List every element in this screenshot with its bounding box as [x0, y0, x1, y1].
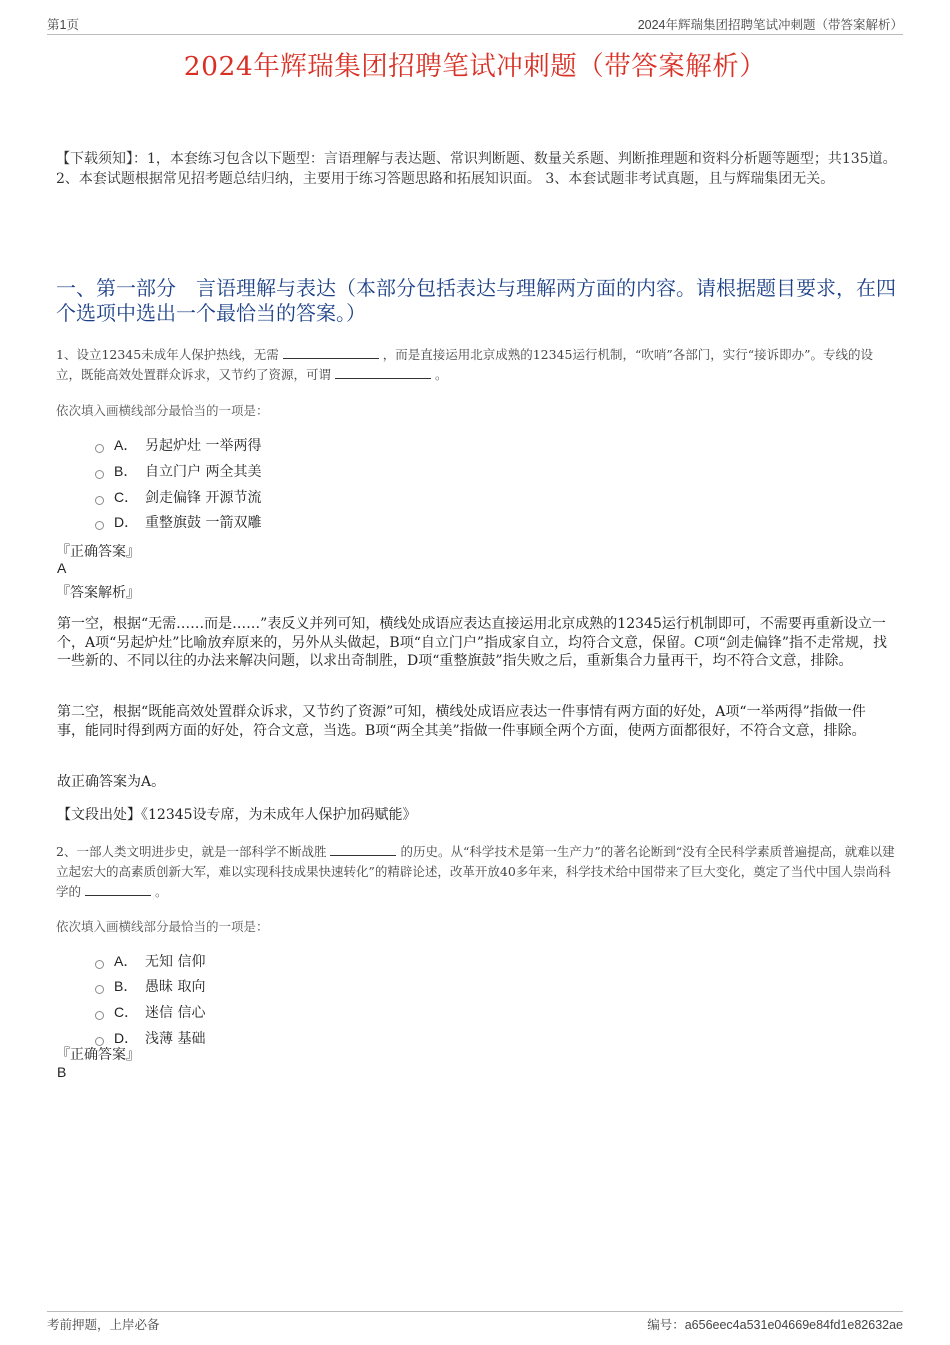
question-2-prompt: 依次填入画横线部分最恰当的一项是： [56, 919, 269, 934]
page-header [47, 14, 903, 35]
question-2-correct-label: 『正确答案』 [56, 1047, 140, 1063]
question-2-blank-1 [330, 843, 396, 856]
radio-icon[interactable] [95, 444, 104, 453]
radio-icon[interactable] [95, 960, 104, 969]
question-1-stem [56, 345, 896, 385]
question-1-answer: A [57, 560, 67, 576]
question-1-stem-part-c: 。 [434, 367, 448, 382]
question-1-conclusion: 故正确答案为A。 [57, 774, 166, 790]
header-doc-title: 2024年辉瑞集团招聘笔试冲刺题（带答案解析） [637, 18, 903, 32]
document-title: 2024年辉瑞集团招聘笔试冲刺题（带答案解析） [183, 51, 767, 82]
radio-icon[interactable] [95, 521, 104, 530]
question-1-option-b[interactable]: B． 自立门户 两全其美 [95, 461, 261, 481]
question-2-stem-part-a: 2、一部人类文明进步史，就是一部科学不断战胜 [56, 844, 327, 859]
question-1-stem-part-a: 1、设立12345未成年人保护热线，无需 [56, 347, 279, 362]
question-1-option-d[interactable]: D． 重整旗鼓 一箭双雕 [95, 512, 261, 532]
radio-icon[interactable] [95, 1011, 104, 1020]
question-1-prompt: 依次填入画横线部分最恰当的一项是： [56, 403, 269, 418]
question-2-option-c[interactable]: C． 迷信 信心 [95, 1002, 205, 1022]
question-2-option-d[interactable]: D． 浅薄 基础 [95, 1028, 205, 1048]
question-1-option-c[interactable]: C． 剑走偏锋 开源节流 [95, 487, 261, 507]
question-1-correct-label: 『正确答案』 [56, 544, 140, 560]
page-number: 第1页 [47, 18, 79, 32]
question-1-blank-1 [283, 346, 379, 359]
download-notice: 【下载须知】：1，本套练习包含以下题型：言语理解与表达题、常识判断题、数量关系题、判断推理题和资料分析题等题型；共135道。 2、本套试题根据常见招考题总结归纳，主要用于练习答题思路和拓展知识面。 3、本套试题非考试真题，且与辉瑞集团无关。 [56, 151, 897, 187]
section-heading: 一、第一部分 言语理解与表达（本部分包括表达与理解两方面的内容。请根据题目要求，在四个选项中选出一个最恰当的答案。） [56, 276, 896, 325]
radio-icon[interactable] [95, 496, 104, 505]
question-2-option-a[interactable]: A． 无知 信仰 [95, 951, 205, 971]
radio-icon[interactable] [95, 470, 104, 479]
footer-slogan: 考前押题，上岸必备 [47, 1317, 160, 1332]
question-1-source: 【文段出处】《12345设专席，为未成年人保护加码赋能》 [57, 807, 417, 823]
question-2-stem-part-c: 。 [154, 884, 168, 899]
question-1-blank-2 [335, 366, 431, 379]
page-footer [47, 1311, 903, 1334]
question-2-blank-2 [85, 883, 151, 896]
question-1-option-a[interactable]: A． 另起炉灶 一举两得 [95, 435, 261, 455]
question-1-stem-part-b: ，而是直接运用北京成熟的12345运行机制，“吹哨”各部门，实行“接诉即办”。专线的设立，既能高效处置群众诉求，又节约了资源，可谓 [56, 347, 874, 382]
question-2-stem [56, 842, 896, 902]
question-2-option-b[interactable]: B． 愚昧 取向 [95, 976, 205, 996]
question-1-analysis-paragraph-1: 第一空，根据“无需……而是……”表反义并列可知，横线处成语应表达直接运用北京成熟的12345运行机制即可，不需要再重新设立一个，A项“另起炉灶”比喻放弃原来的，另外从头做起，B项“自立门户”指成家自立，均符合文意，保留。C项“剑走偏锋”指不走常规，找一些新的、不同以往的办法来解决问题，以求出奇制胜，D项“重整旗鼓”指失败之后，重新集合力量再干，均不符合文意，排除。 [57, 616, 888, 669]
question-1-analysis-paragraph-2: 第二空，根据“既能高效处置群众诉求，又节约了资源”可知，横线处成语应表达一件事情有两方面的好处，A项“一举两得”指做一件事，能同时得到两方面的好处，符合文意，当选。B项“两全其美”指做一件事顾全两个方面，使两方面都很好，不符合文意，排除。 [57, 704, 866, 739]
question-1-analysis-label: 『答案解析』 [56, 585, 140, 601]
footer-document-code: 编号：a656eec4a531e04669e84fd1e82632ae [647, 1318, 903, 1332]
question-2-answer: B [57, 1064, 67, 1080]
radio-icon[interactable] [95, 985, 104, 994]
question-2-stem-part-b: 的历史。从“科学技术是第一生产力”的著名论断到“没有全民科学素质普遍提高，就难以建立起宏大的高素质创新大军，难以实现科技成果快速转化”的精辟论述，改革开放40多年来，科学技术给中国带来了巨大变化，奠定了当代中国人崇尚科学的 [56, 844, 895, 899]
